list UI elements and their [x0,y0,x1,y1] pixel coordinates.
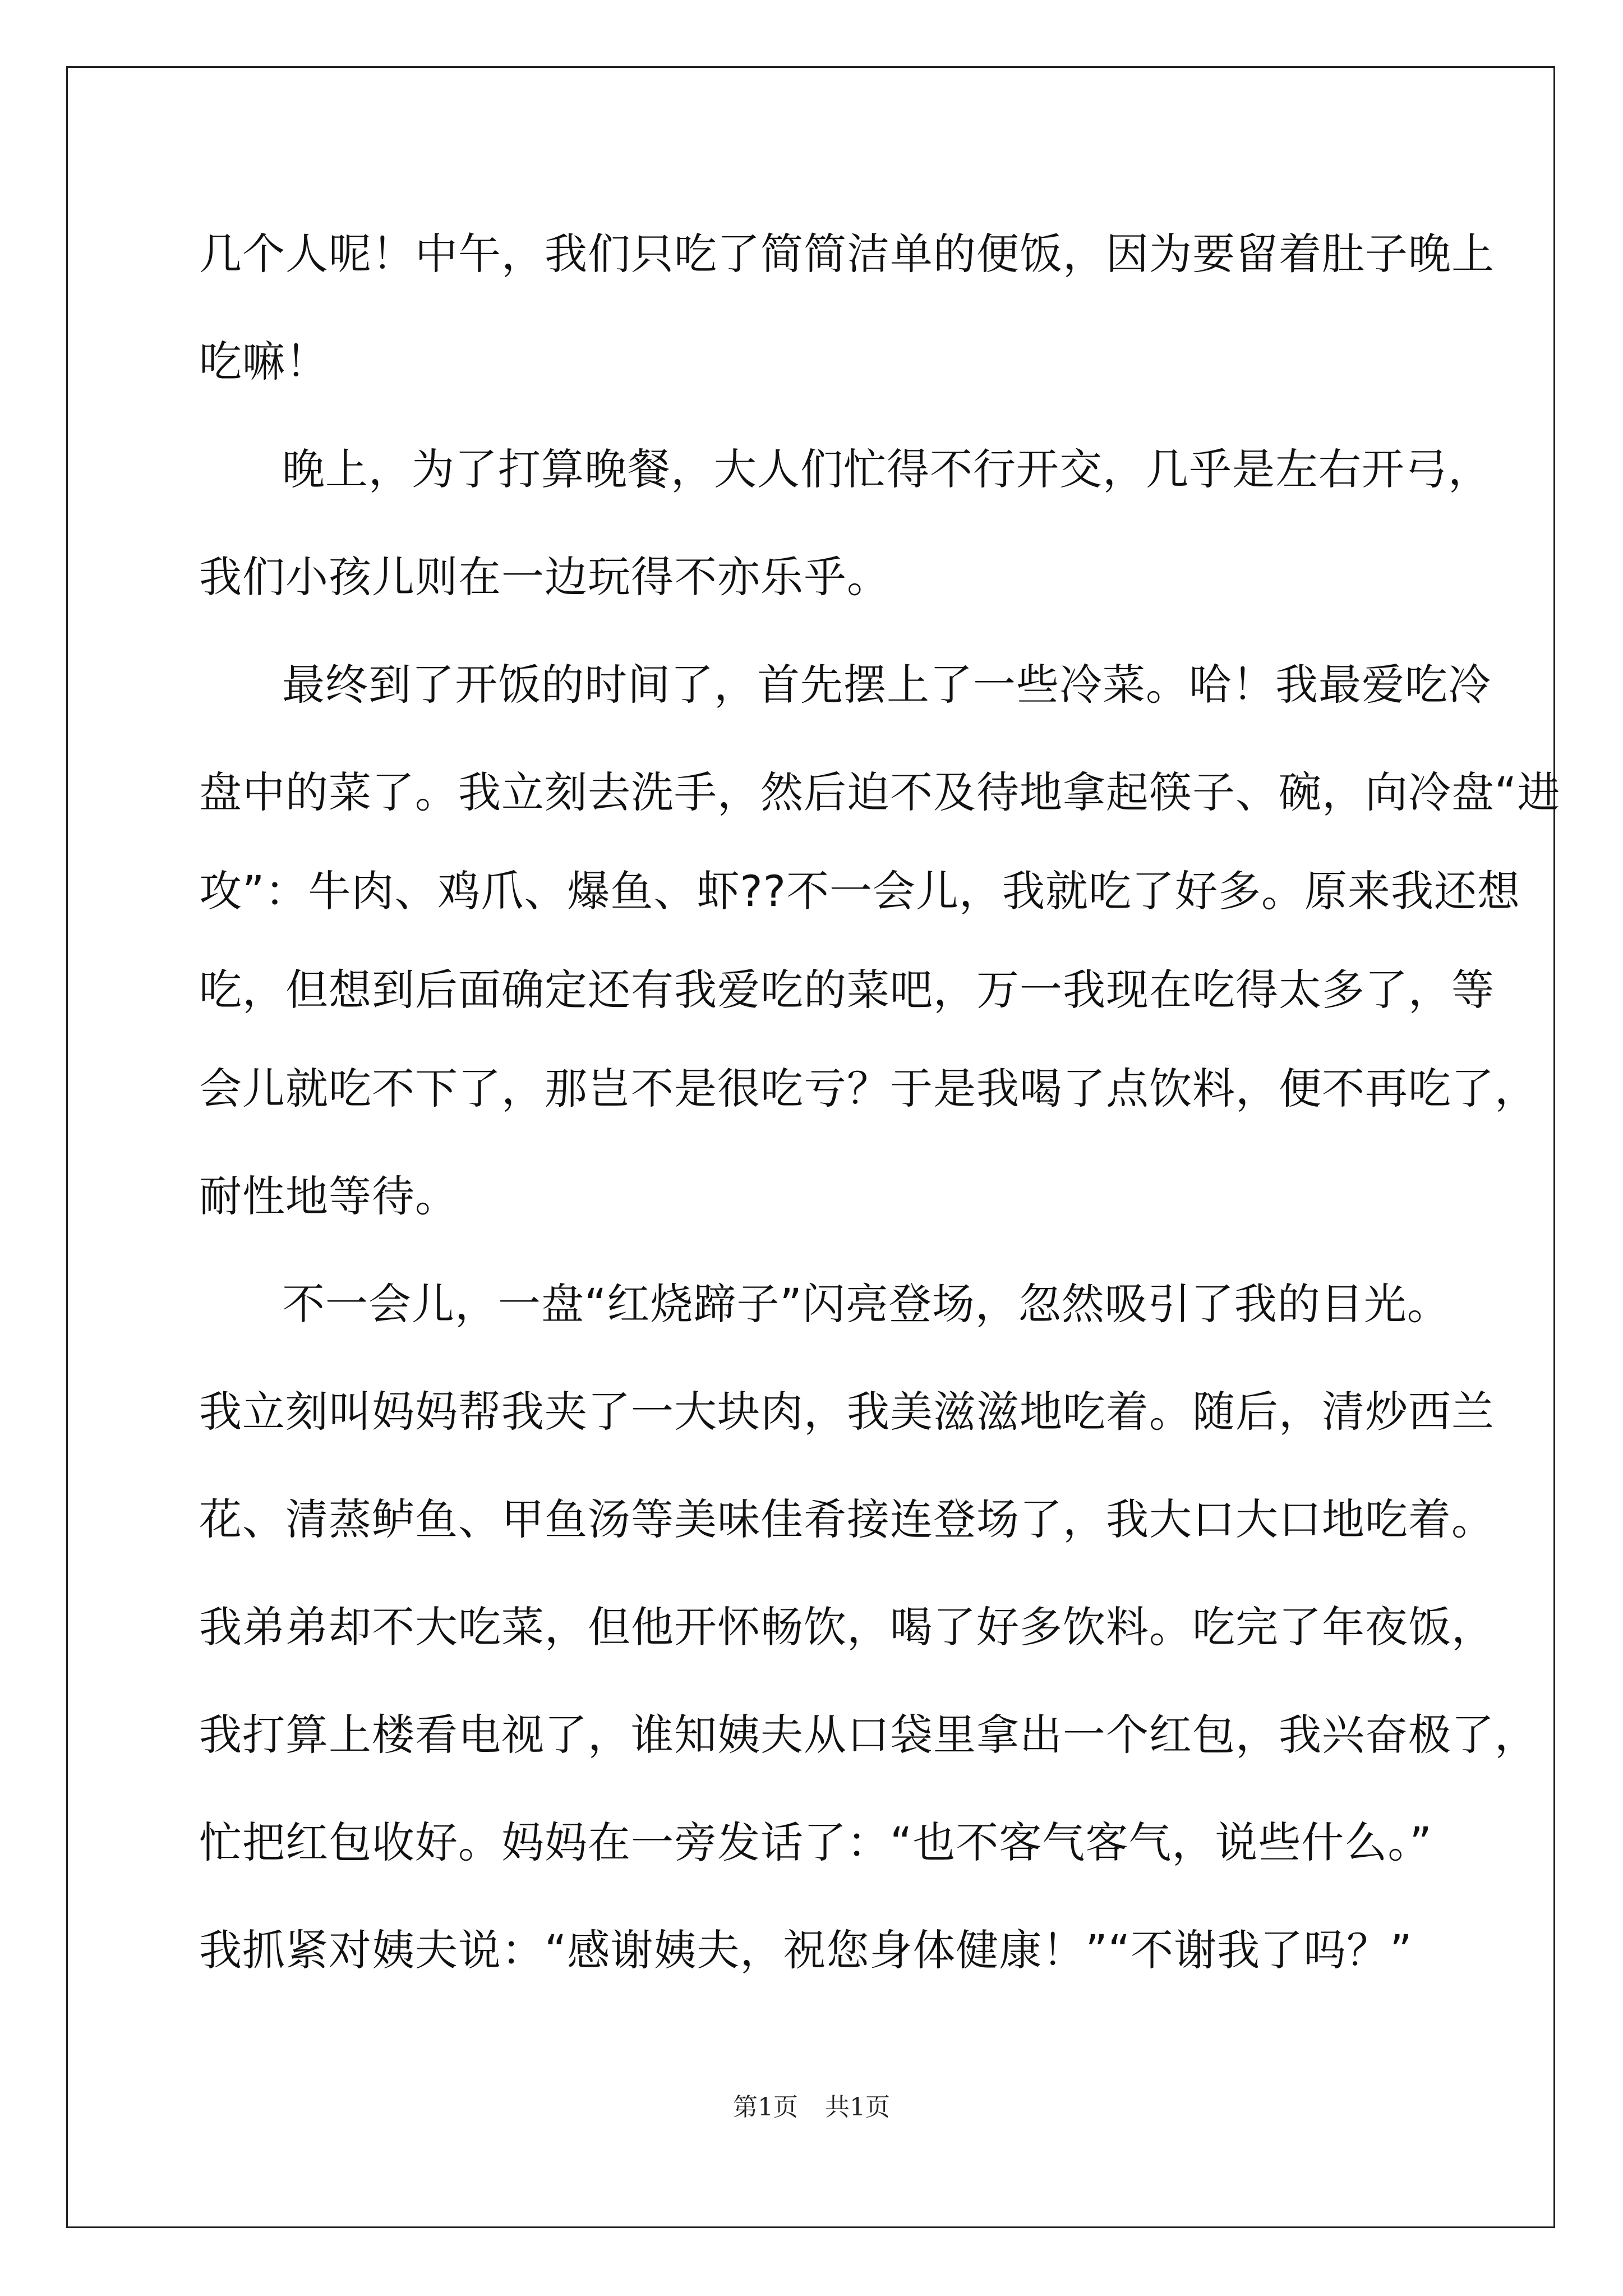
text-line: 会儿就吃不下了，那岂不是很吃亏？于是我喝了点饮料，便不再吃了， [199,1064,1538,1114]
text-line: 盘中的菜了。我立刻去洗手，然后迫不及待地拿起筷子、碗，向冷盘“进 [199,767,1561,817]
text-line: 我抓紧对姨夫说：“感谢姨夫，祝您身体健康！”“不谢我了吗？” [199,1925,1413,1975]
text-line: 我立刻叫妈妈帮我夹了一大块肉，我美滋滋地吃着。随后，清炒西兰 [199,1387,1495,1437]
page-number: 第1页 [733,2093,798,2122]
paragraph-start-line: 不一会儿，一盘“红烧蹄子”闪亮登场，忽然吸引了我的目光。 [282,1279,1450,1329]
paragraph-start-line: 最终到了开饭的时间了，首先摆上了一些冷菜。哈！我最爱吃冷 [282,660,1491,710]
page-footer [0,2087,1623,2123]
text-line: 吃嘛！ [199,337,329,386]
text-line: 我们小孩儿则在一边玩得不亦乐乎。 [199,552,890,602]
text-line: 几个人呢！中午，我们只吃了简简洁单的便饭，因为要留着肚子晚上 [199,229,1495,279]
document-body [199,218,1561,2022]
text-line: 忙把红包收好。妈妈在一旁发话了：“也不客气客气，说些什么。” [199,1818,1432,1867]
text-line: 我弟弟却不大吃菜，但他开怀畅饮，喝了好多饮料。吃完了年夜饭， [199,1602,1495,1652]
paragraph-start-line: 晚上，为了打算晚餐，大人们忙得不行开交，几乎是左右开弓， [282,444,1491,494]
text-line: 攻”：牛肉、鸡爪、爆鱼、虾??不一会儿，我就吃了好多。原来我还想 [199,866,1521,916]
text-line: 我打算上楼看电视了，谁知姨夫从口袋里拿出一个红包，我兴奋极了， [199,1710,1538,1760]
text-line: 耐性地等待。 [199,1171,458,1221]
text-line: 吃，但想到后面确定还有我爱吃的菜吧，万一我现在吃得太多了，等 [199,965,1495,1015]
text-line: 花、清蒸鲈鱼、甲鱼汤等美味佳肴接连登场了，我大口大口地吃着。 [199,1494,1495,1544]
page-total: 共1页 [825,2093,890,2122]
